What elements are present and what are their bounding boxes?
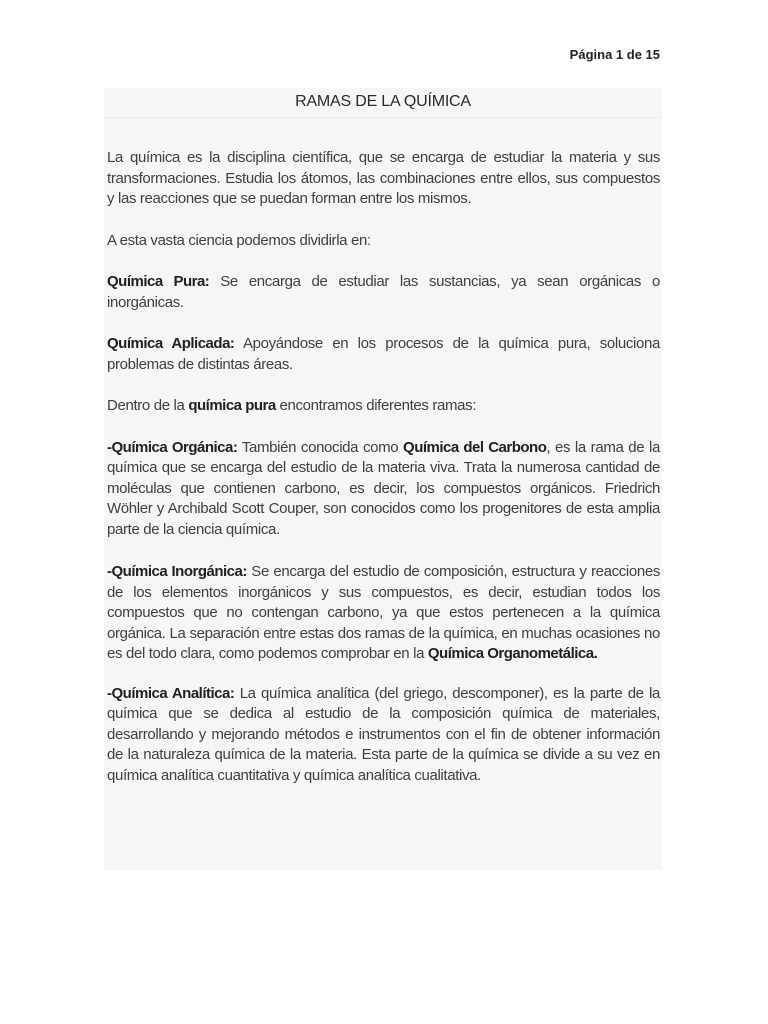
quimica-analitica-paragraph bbox=[107, 684, 660, 787]
ramas-intro-term: química pura bbox=[188, 397, 276, 414]
document-title: RAMAS DE LA QUÍMICA bbox=[104, 93, 662, 118]
quimica-analitica-text: La química analítica (del griego, descomponer), es la parte de la química que se dedica al estudio de la composición química de materiales, desarrollando y mejorando métodos e instrumentos con el fin de obtener información de la naturaleza química de la materia. Esta parte de la química se divide a su vez en química analítica cuantitativa y química analítica cualitativa. bbox=[107, 684, 660, 784]
quimica-organometalica-term: Química Organometálica. bbox=[427, 645, 598, 662]
quimica-aplicada-text: Apoyándose en los procesos de la química pura, soluciona problemas de distintas áreas. bbox=[107, 335, 660, 373]
quimica-organica-text2: , es la rama de la química que se encarga del estudio de la materia viva. Trata la numerosa cantidad de moléculas que contienen carbono, es decir, los compuestos orgánicos. Friedrich Wöhler y Archibald Scott Couper, son conocidos como los progenitores de esta amplia parte de la ciencia química. bbox=[107, 438, 660, 538]
quimica-aplicada-term: Química Aplicada: bbox=[107, 335, 235, 352]
ramas-intro-paragraph bbox=[107, 396, 660, 417]
quimica-carbono-term: Química del Carbono bbox=[403, 438, 547, 456]
quimica-inorganica-text: Se encarga del estudio de composición, estructura y reacciones de los elementos inorgánicos y sus compuestos, es decir, estudian todos los compuestos que no contengan carbono, ya que estos pertenecen a la química orgánica. La separación entre estas dos ramas de la química, en muchas ocasiones no es del todo clara, como podemos comprobar en la bbox=[107, 563, 660, 662]
quimica-analitica-term: -Química Analítica: bbox=[107, 684, 235, 702]
quimica-organica-text1: También conocida como bbox=[237, 438, 404, 456]
quimica-organica-term: -Química Orgánica: bbox=[107, 438, 238, 456]
intro-paragraph: La química es la disciplina científica, que se encarga de estudiar la materia y sus transformaciones. Estudia los átomos, las combinaciones entre ellos, sus compuestos y las reacciones que se puedan forman entre los mismos. bbox=[107, 149, 660, 207]
quimica-organica-paragraph bbox=[107, 438, 660, 541]
quimica-pura-term: Química Pura: bbox=[107, 273, 210, 290]
quimica-aplicada-paragraph bbox=[107, 334, 660, 375]
quimica-inorganica-term: -Química Inorgánica: bbox=[107, 563, 247, 580]
quimica-inorganica-paragraph bbox=[107, 562, 660, 665]
divide-paragraph: A esta vasta ciencia podemos dividirla en: bbox=[107, 231, 371, 249]
document-body bbox=[107, 148, 660, 786]
ramas-intro-before: Dentro de la bbox=[107, 397, 189, 414]
quimica-pura-paragraph bbox=[107, 272, 660, 313]
ramas-intro-after: encontramos diferentes ramas: bbox=[275, 397, 477, 414]
page-number: Página 1 de 15 bbox=[569, 47, 660, 62]
quimica-pura-text: Se encarga de estudiar las sustancias, ya sean orgánicas o inorgánicas. bbox=[107, 273, 660, 311]
